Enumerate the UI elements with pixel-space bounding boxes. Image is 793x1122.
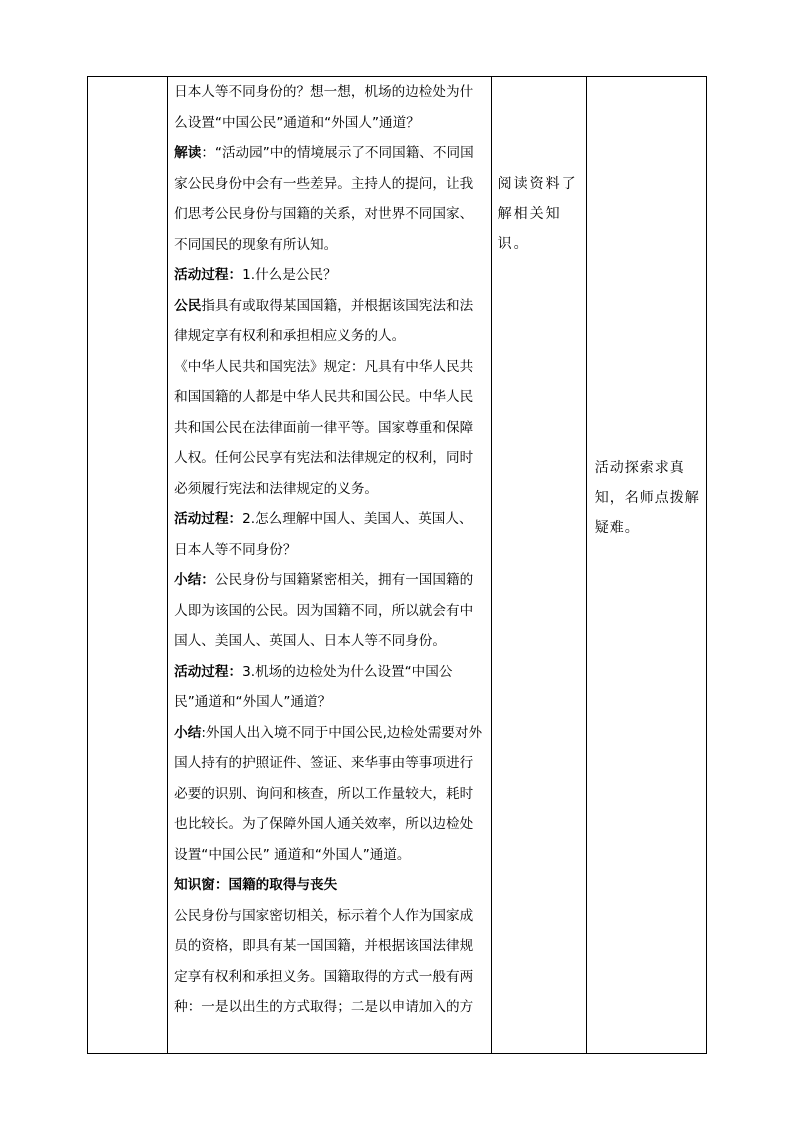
table-row: [88, 77, 707, 1054]
label-bold: 解读: [174, 145, 202, 161]
label-bold: 活动过程：: [174, 267, 243, 283]
lesson-plan-table: [87, 76, 707, 1054]
paragraph: 公民指具有或取得某国国籍，并根据该国宪法和法律规定享有权利和承担相应义务的人。: [174, 297, 474, 344]
paragraph: 《中华人民共和国宪法》规定：凡具有中华人民共和国国籍的人都是中华人民共和国公民。中华人民共和国公民在法律面前一律平等。国家尊重和保障人权。任何公民享有宪法和法律规定的权利，同时必须履行宪法和法律规定的义务。: [174, 358, 474, 497]
design-intent-cell: [586, 77, 706, 1054]
design-intent-text: 活动探索求真知，名师点拨解疑难。: [594, 460, 700, 536]
paragraph: 日本人等不同身份的？想一想，机场的边检处为什么设置“中国公民”通道和“外国人”通道？: [174, 84, 474, 131]
student-activity-cell: [491, 77, 586, 1054]
paragraph: 活动过程：3.机场的边检处为什么设置“中国公民”通道和“外国人”通道？: [174, 663, 453, 710]
label-bold: 小结：: [174, 572, 215, 588]
empty-cell: [88, 77, 168, 1054]
paragraph: 公民身份与国家密切相关，标示着个人作为国家成员的资格，即具有某一国国籍，并根据该国法律规定享有权利和承担义务。国籍取得的方式一般有两种：一是以出生的方式取得；二是以申请加入的方: [174, 907, 474, 1015]
label-bold: 公民: [174, 297, 202, 314]
label-bold: 活动过程：: [174, 663, 243, 680]
paragraph: 小结：公民身份与国籍紧密相关，拥有一国国籍的人即为该国的公民。因为国籍不同，所以就会有中国人、美国人、英国人、日本人等不同身份。: [174, 572, 474, 649]
paragraph: 解读：“活动园”中的情境展示了不同国籍、不同国家公民身份中会有一些差异。主持人的提问，让我们思考公民身份与国籍的关系，对世界不同国家、不同国民的现象有所认知。: [174, 145, 474, 253]
activity-content: [168, 77, 491, 1023]
label-bold: 小结: [174, 724, 202, 741]
paragraph: 小结:外国人出入境不同于中国公民,边检处需要对外国人持有的护照证件、签证、来华事由等事项进行必要的识别、询问和核查，所以工作量较大，耗时也比较长。为了保障外国人通关效率，所以边检处设置“中国公民” 通道和“外国人”通道。: [174, 724, 483, 863]
label-bold: 活动过程：: [174, 511, 243, 527]
paragraph: [174, 870, 486, 901]
paragraph: 活动过程：2.怎么理解中国人、美国人、英国人、日本人等不同身份？: [174, 511, 473, 558]
student-activity-text: 阅读资料了解相关知识。: [497, 176, 578, 252]
paragraph: 活动过程：1.什么是公民？: [174, 267, 337, 283]
section-heading: 知识窗：国籍的取得与丧失: [174, 877, 338, 893]
activity-content-cell: [168, 77, 492, 1054]
